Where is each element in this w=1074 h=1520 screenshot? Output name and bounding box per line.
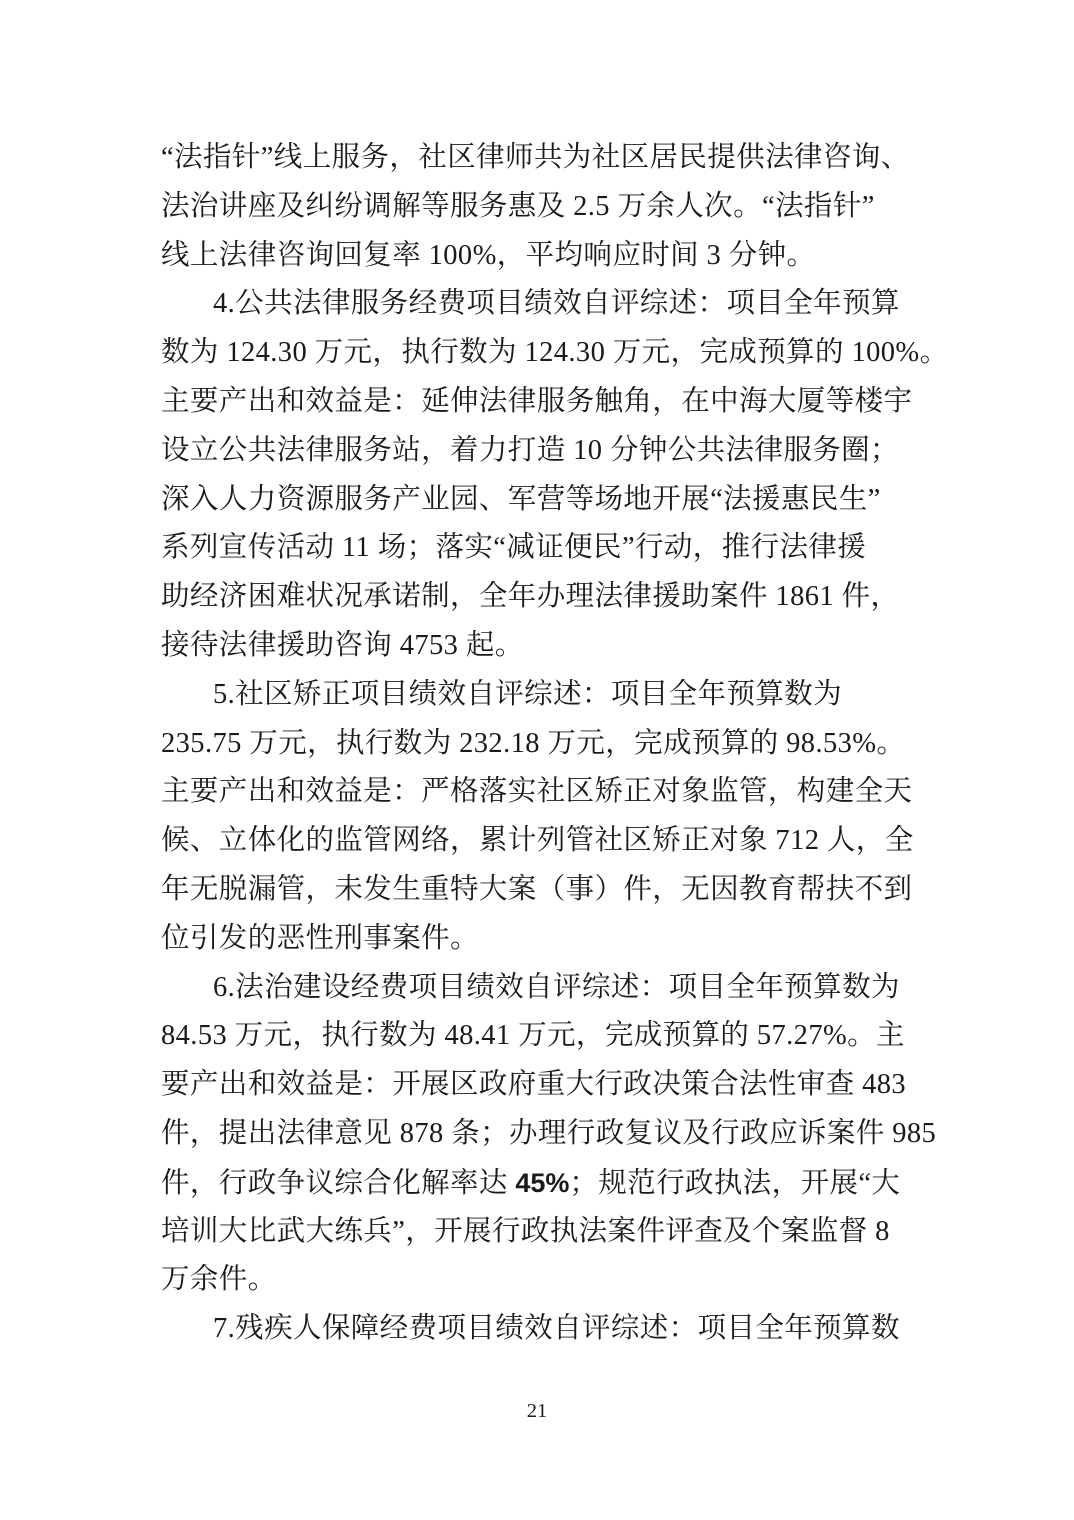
text-line: 系列宣传活动 11 场；落实“减证便民”行动，推行法律援: [161, 532, 867, 564]
text-line: 万余件。: [161, 1264, 277, 1296]
text-line: 年无脱漏管，未发生重特大案（事）件，无因教育帮扶不到: [161, 873, 913, 905]
text-line: 235.75 万元，执行数为 232.18 万元，完成预算的 98.53%。: [161, 727, 906, 759]
text-line-paragraph-start: 4.公共法律服务经费项目绩效自评综述：项目全年预算: [213, 288, 900, 320]
text-line: 线上法律咨询回复率 100%，平均响应时间 3 分钟。: [161, 239, 816, 271]
text-line: “法指针”线上服务，社区律师共为社区居民提供法律咨询、: [161, 142, 910, 173]
text-segment: ；规范行政执法，开展“大: [569, 1167, 901, 1199]
page-number: 21: [526, 1400, 548, 1422]
text-line: 候、立体化的监管网络，累计列管社区矫正对象 712 人，全: [161, 825, 914, 857]
text-line: 接待法律援助咨询 4753 起。: [161, 629, 524, 661]
text-line: 法治讲座及纠纷调解等服务惠及 2.5 万余人次。“法指针”: [161, 190, 875, 222]
text-line: 位引发的恶性刑事案件。: [161, 922, 479, 954]
text-line: 助经济困难状况承诺制，全年办理法律援助案件 1861 件，: [161, 581, 900, 613]
highlight-number: 45%: [515, 1167, 570, 1198]
text-line: 主要产出和效益是：延伸法律服务触角，在中海大厦等楼宇: [161, 385, 913, 417]
text-line: 设立公共法律服务站，着力打造 10 分钟公共法律服务圈；: [161, 434, 899, 466]
text-line: 培训大比武大练兵”，开展行政执法案件评查及个案监督 8: [161, 1215, 890, 1247]
text-line-paragraph-start: 7.残疾人保障经费项目绩效自评综述：项目全年预算数: [213, 1313, 900, 1345]
text-line: 数为 124.30 万元，执行数为 124.30 万元，完成预算的 100%。: [161, 337, 949, 369]
text-segment: 件，行政争议综合化解率达: [161, 1167, 516, 1199]
text-line: 深入人力资源服务产业园、军营等场地开展“法援惠民生”: [161, 483, 881, 515]
text-line: [161, 1159, 917, 1208]
text-line-paragraph-start: 5.社区矫正项目绩效自评综述：项目全年预算数为: [213, 678, 843, 710]
document-body: [161, 134, 949, 1354]
text-line: 主要产出和效益是：严格落实社区矫正对象监管，构建全天: [161, 776, 913, 808]
text-line-paragraph-start: 6.法治建设经费项目绩效自评综述：项目全年预算数为: [213, 971, 900, 1003]
text-line: 要产出和效益是：开展区政府重大行政决策合法性审查 483: [161, 1069, 907, 1101]
text-line: 84.53 万元，执行数为 48.41 万元，完成预算的 57.27%。主: [161, 1020, 905, 1052]
text-line: 件，提出法律意见 878 条；办理行政复议及行政应诉案件 985: [161, 1117, 937, 1149]
